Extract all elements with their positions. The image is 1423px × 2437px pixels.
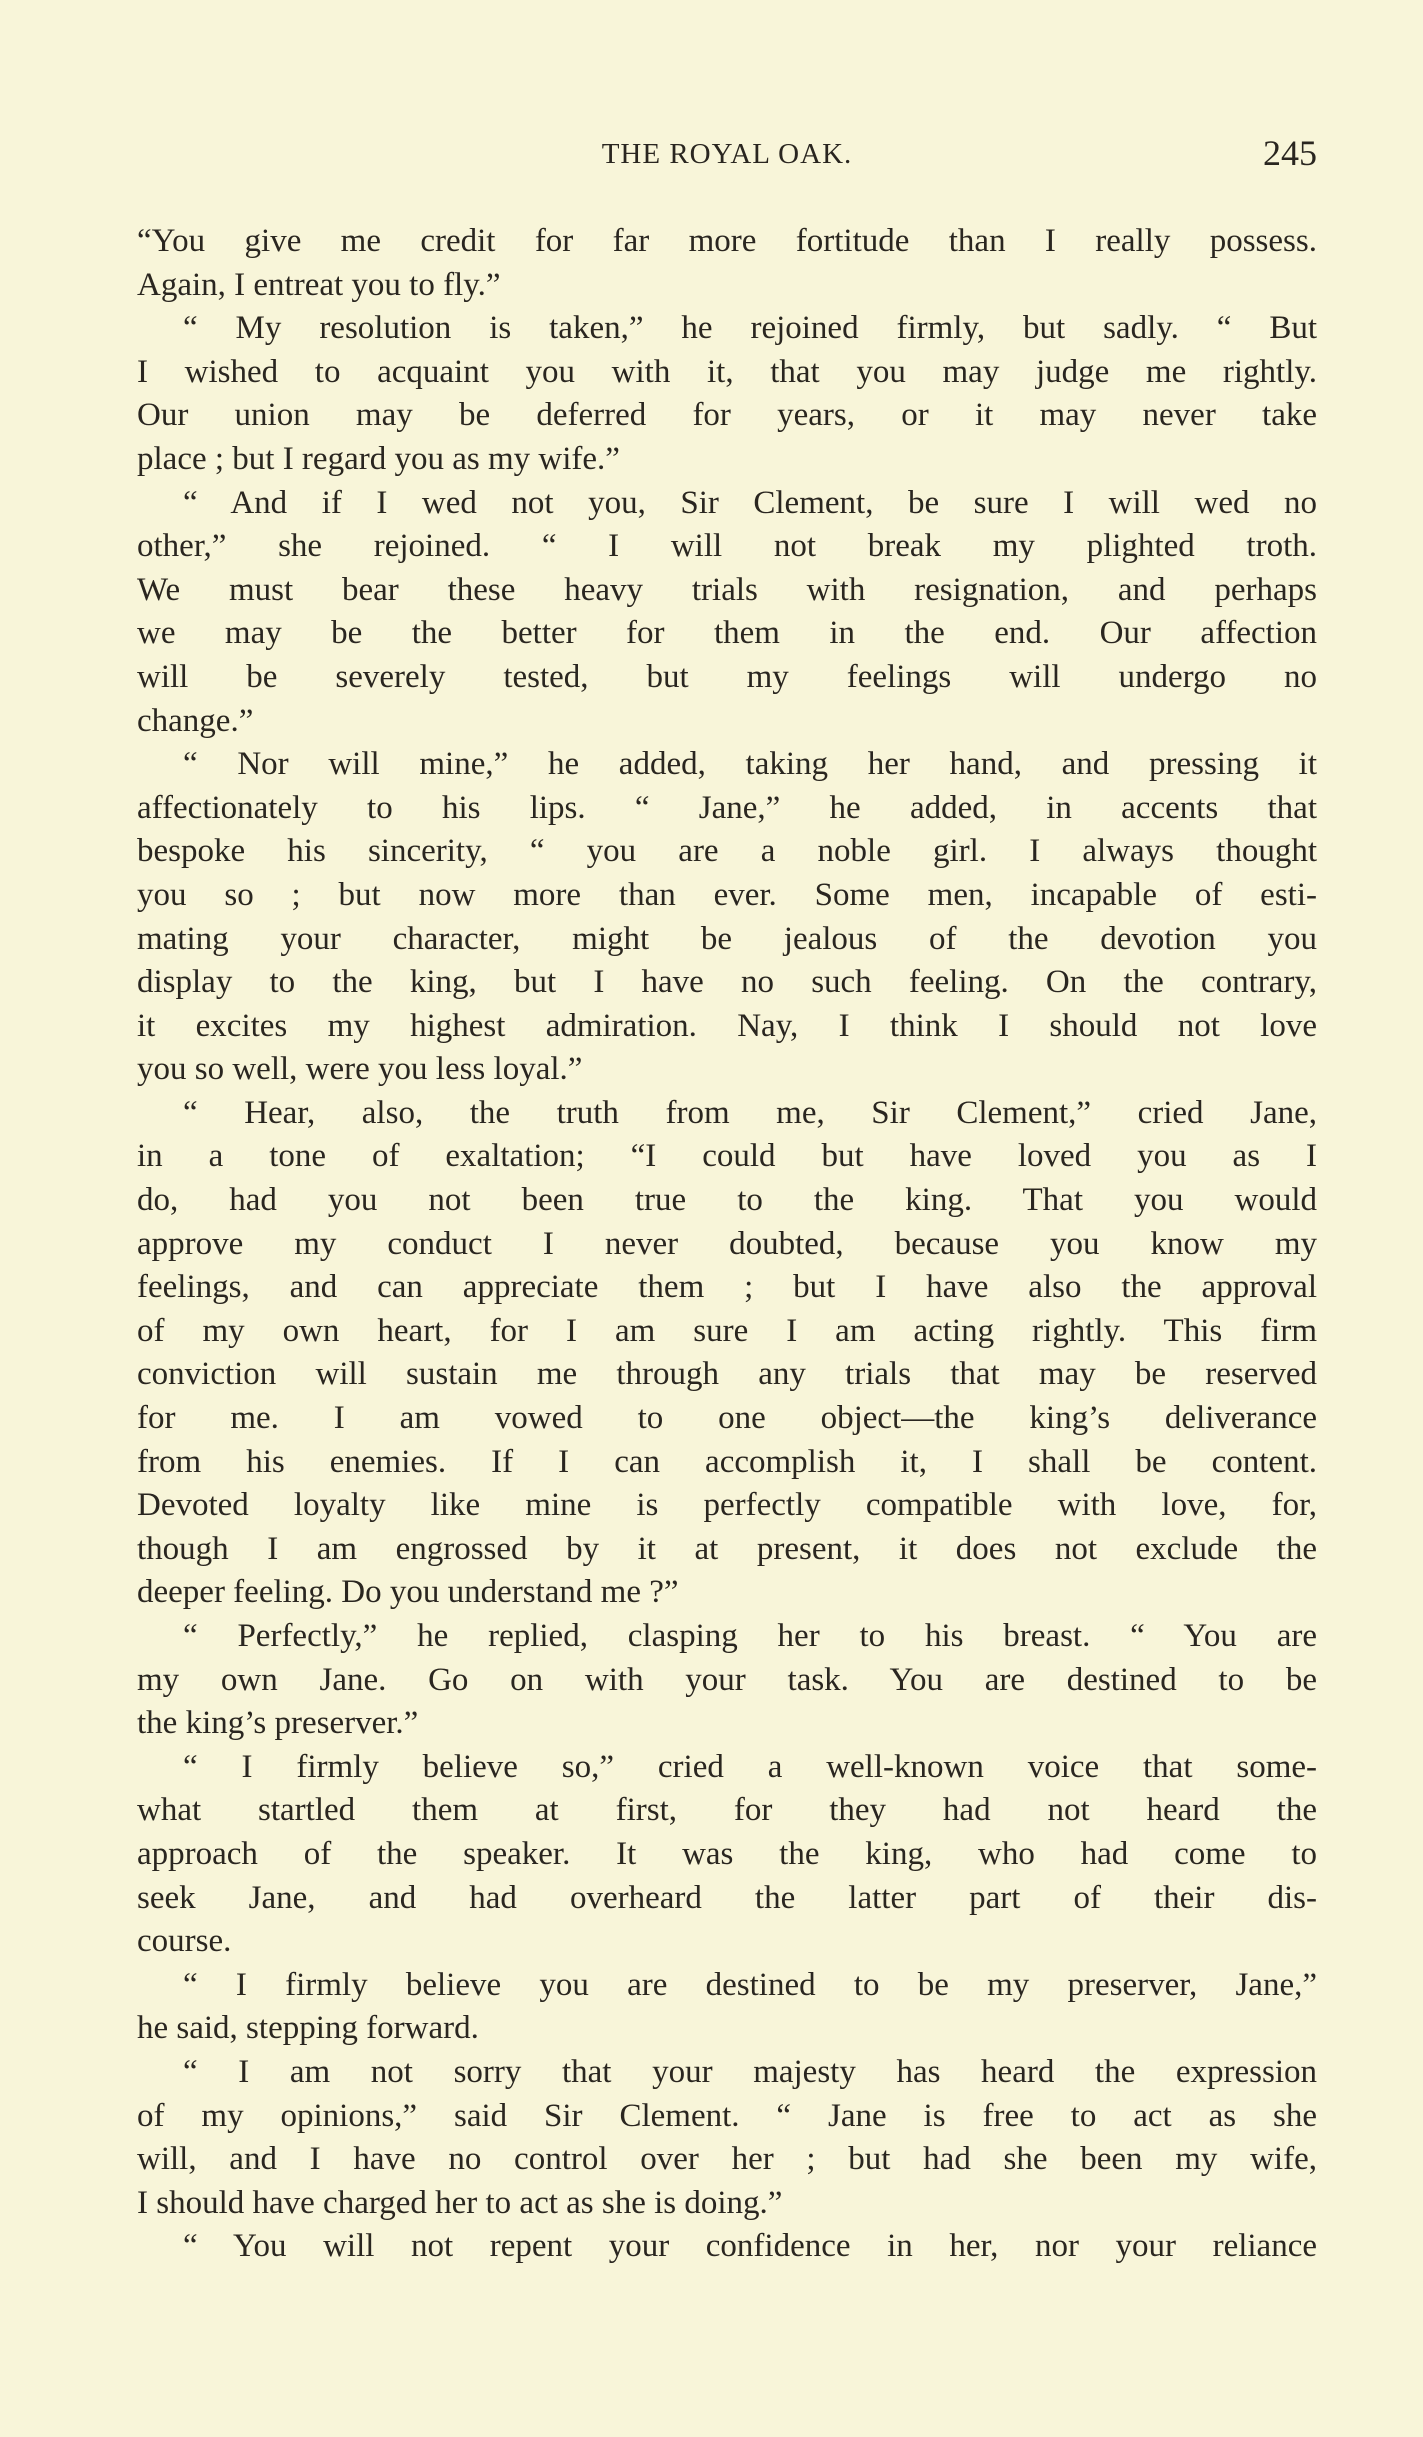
paragraph [137,307,1317,481]
text-line: We must bear these heavy trials with resignation, and perhaps [137,571,1317,608]
text-line: it excites my highest admiration. Nay, I think I should not love [137,1007,1317,1044]
text-line: seek Jane, and had overheard the latter part of their dis- [137,1879,1317,1916]
text-line: “ Perfectly,” he replied, clasping her to his breast. “ You are [183,1618,1317,1654]
text-line: my own Jane. Go on with your task. You are destined to be [137,1661,1317,1698]
text-line: change.” [137,702,254,739]
text-line: of my opinions,” said Sir Clement. “ Jane is free to act as she [137,2097,1317,2134]
paragraph [137,1964,1317,2051]
text-line: Devoted loyalty like mine is perfectly compatible with love, for, [137,1487,1317,1524]
text-line: deeper feeling. Do you understand me ?” [137,1574,679,1611]
text-line: other,” she rejoined. “ I will not break my plighted troth. [137,528,1317,565]
text-line: “You give me credit for far more fortitude than I really possess. [137,223,1317,259]
paragraph [137,2051,1317,2225]
text-line: “ And if I wed not you, Sir Clement, be sure I will wed no [183,484,1317,521]
text-line: course. [137,1923,232,1960]
text-line: mating your character, might be jealous of the devotion you [137,920,1317,957]
text-line: Our union may be deferred for years, or it may never take [137,397,1317,434]
text-line: approach of the speaker. It was the king, who had come to [137,1835,1317,1872]
text-line: “ My resolution is taken,” he rejoined firmly, but sadly. “ But [183,310,1317,347]
body-text [137,220,1317,2269]
text-line: bespoke his sincerity, “ you are a noble girl. I always thought [137,833,1317,870]
text-line: “ Hear, also, the truth from me, Sir Clement,” cried Jane, [183,1094,1317,1131]
text-line: place ; but I regard you as my wife.” [137,440,620,477]
text-line: Again, I entreat you to fly.” [137,266,501,303]
paragraph [137,1615,1317,1746]
page-number: 245 [1263,133,1317,173]
text-line: conviction will sustain me through any trials that may be reserved [137,1356,1317,1393]
text-line: what startled them at first, for they had not heard the [137,1792,1317,1829]
page-header [137,132,1317,176]
paragraph [137,482,1317,744]
text-line: “ I am not sorry that your majesty has heard the expression [183,2053,1317,2090]
text-line: “ You will not repent your confidence in her, nor your reliance [183,2228,1317,2265]
text-line: I wished to acquaint you with it, that you may judge me rightly. [137,353,1317,390]
text-line: the king’s preserver.” [137,1705,419,1742]
text-line: “ I firmly believe you are destined to be my preserver, Jane,” [183,1966,1317,2003]
text-line: feelings, and can appreciate them ; but I have also the approval [137,1269,1317,1306]
text-line: I should have charged her to act as she is doing.” [137,2184,783,2221]
paragraph [137,743,1317,1092]
text-line: we may be the better for them in the end. Our affection [137,615,1317,652]
text-line: will be severely tested, but my feelings will undergo no [137,658,1317,695]
text-line: display to the king, but I have no such feeling. On the contrary, [137,964,1317,1001]
paragraph [137,2225,1317,2269]
text-line: though I am engrossed by it at present, it does not exclude the [137,1530,1317,1567]
paragraph [137,220,1317,307]
text-line: affectionately to his lips. “ Jane,” he added, in accents that [137,789,1317,826]
text-line: approve my conduct I never doubted, because you know my [137,1225,1317,1262]
text-line: of my own heart, for I am sure I am acting rightly. This firm [137,1312,1317,1349]
text-line: from his enemies. If I can accomplish it, I shall be content. [137,1443,1317,1480]
running-title: THE ROYAL OAK. [601,138,853,170]
text-line: you so well, were you less loyal.” [137,1051,583,1088]
text-line: do, had you not been true to the king. That you would [137,1182,1317,1219]
text-line: for me. I am vowed to one object—the king’s deliverance [137,1400,1317,1437]
text-line: you so ; but now more than ever. Some men, incapable of esti- [137,876,1317,913]
text-line: “ I firmly believe so,” cried a well-known voice that some- [183,1748,1317,1785]
text-line: in a tone of exaltation; “I could but have loved you as I [137,1138,1317,1175]
text-line: will, and I have no control over her ; but had she been my wife, [137,2141,1317,2178]
text-line: “ Nor will mine,” he added, taking her hand, and pressing it [183,746,1317,783]
paragraph [137,1092,1317,1615]
text-line: he said, stepping forward. [137,2010,479,2047]
paragraph [137,1746,1317,1964]
